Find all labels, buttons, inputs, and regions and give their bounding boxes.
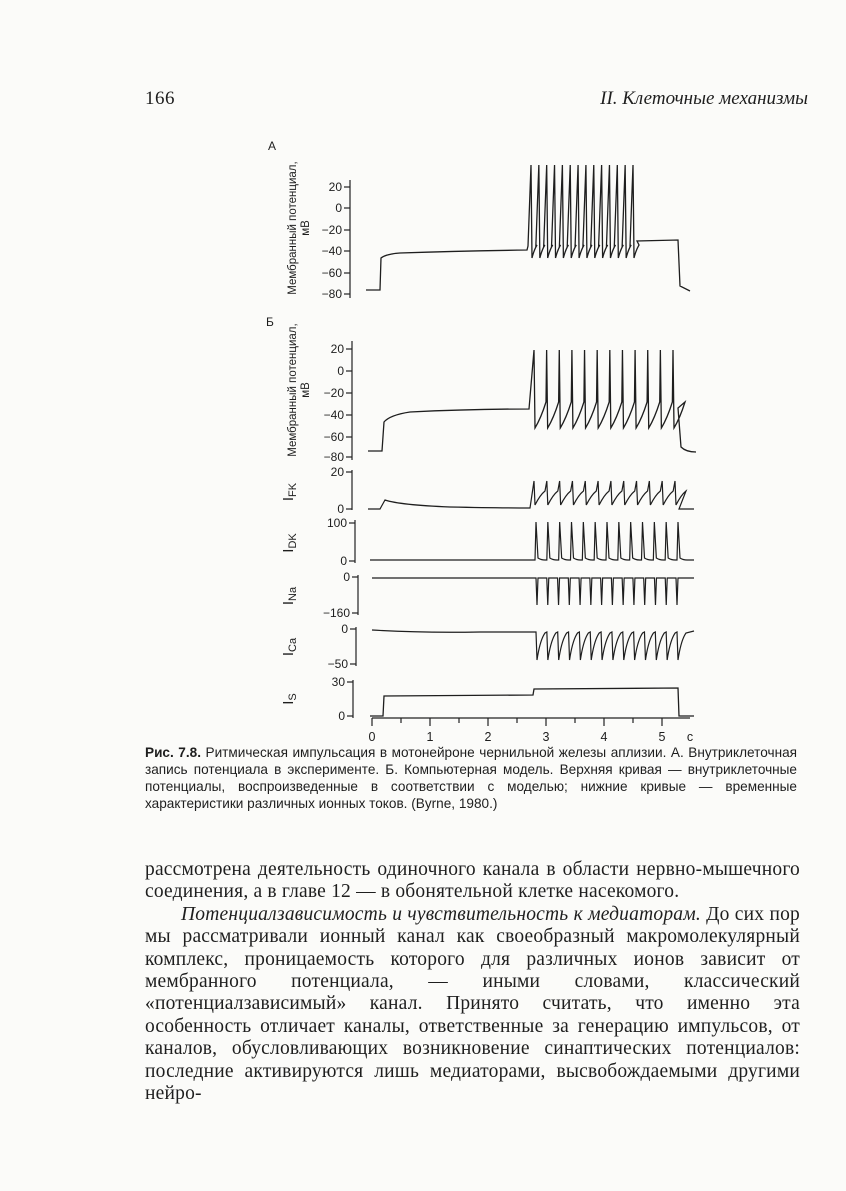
tick-label: −60 [323,430,344,444]
trace-current-na [372,578,694,605]
running-title: II. Клеточные механизмы [600,88,808,109]
tick-label: 1 [426,730,434,744]
potential-axis-label-a [287,161,312,294]
svg-text:INa: $I_{Na}$ [280,586,299,606]
svg-text:IS: $I_S$ [280,693,299,705]
tick-label: 0 [368,730,376,744]
caption-text: Ритмическая импульсация в мотонейроне чернильной железы аплизии. А. Внутриклеточная запись потенциала в эксперименте. Б. Компьютерная модель. Верхняя кривая — внутриклеточные потенциалы, воспроизведенные в соответствии с моделью; нижние кривые — временные характеристики различных ионных токов. (Byrne, 1980.) [145,745,797,811]
trace-current-fk [368,481,694,509]
tick-label: −40 [323,408,344,422]
time-unit: с [686,730,694,744]
trace-potential-b [368,350,696,452]
current-label-na [280,586,299,605]
tick-label: −20 [321,223,342,237]
body-text [145,859,800,1105]
svg-text:мВ: мВ [300,382,312,398]
tick-label: −80 [321,287,342,301]
paragraph: рассмотрена деятельность одиночного канала в области нервно-мышечного соединения, а в главе 12 — в обонятельной клетке насекомого. [145,859,800,903]
tick-label: −60 [321,266,342,280]
tick-label: 0 [337,502,344,516]
tick-label: −50 [327,657,348,671]
svg-text:IDK: $I_{DK}$ [280,533,299,553]
potential-axis-b [346,341,352,460]
potential-ticks-b [324,342,345,464]
tick-label: 100 [326,516,347,530]
paragraph-heading: Потенциалзависимость и чувствительность к медиаторам. [181,903,701,925]
trace-current-dk [370,522,694,560]
page-number: 166 [145,88,175,109]
tick-label: 2 [484,730,492,744]
svg-text:IFK: $I_{FK}$ [280,482,299,502]
svg-text:Мембранный потенциал,: Мембранный потенциал, [287,161,299,295]
tick-label: 5 [658,730,666,744]
tick-label: 30 [331,675,345,689]
tick-label: 20 [330,465,344,479]
trace-current-ca [372,630,694,660]
tick-label: 20 [328,180,342,194]
tick-label: −160 [322,606,350,620]
paragraph-text: До сих пор мы рассматривали ионный канал как своеобразный макромолекулярный комплекс, проницаемость которого для различных ионов зависит от мембранного потенциала, — иными словами, классический «потенциалзависимый» канал. Принято считать, что именно эта особенность отличает каналы, ответственные за генерацию импульсов, от каналов, обусловливающих возникновение синаптических потенциалов: последние активируются лишь медиаторами, высвобождаемыми другими нейро- [145,903,800,1105]
caption-label: Рис. 7.8. [145,745,201,760]
trace-potential-a [366,165,690,291]
paragraph [145,904,800,1106]
potential-ticks-a [322,180,343,301]
tick-label: 3 [542,730,550,744]
tick-label: 0 [335,201,342,215]
time-axis [372,718,690,726]
tick-label: 0 [343,570,350,584]
traces [366,165,696,716]
tick-label: 0 [338,709,345,723]
panel-b-label: Б [266,315,274,329]
current-label-ca [280,637,299,656]
potential-axis-label-b [287,323,312,456]
tick-label: −20 [323,386,344,400]
trace-current-s [370,688,694,716]
panel-a-label: А [268,139,277,153]
tick-label: −40 [321,244,342,258]
current-label-fk [280,482,299,501]
svg-text:Мембранный потенциал,: Мембранный потенциал, [287,323,299,457]
figure-caption [145,744,797,812]
current-label-dk [280,533,299,553]
current-ticks [323,465,350,723]
potential-axis-a [344,180,350,298]
tick-label: 0 [337,364,344,378]
tick-label: 0 [341,622,348,636]
svg-text:мВ: мВ [300,220,312,236]
tick-label: −80 [323,450,344,464]
current-label-s [280,693,299,705]
time-tick-labels [369,730,694,744]
tick-label: 20 [330,342,344,356]
current-axes [346,470,358,718]
svg-text:ICa: $I_{Ca}$ [280,637,299,657]
tick-label: 0 [340,554,347,568]
tick-label: 4 [600,730,608,744]
